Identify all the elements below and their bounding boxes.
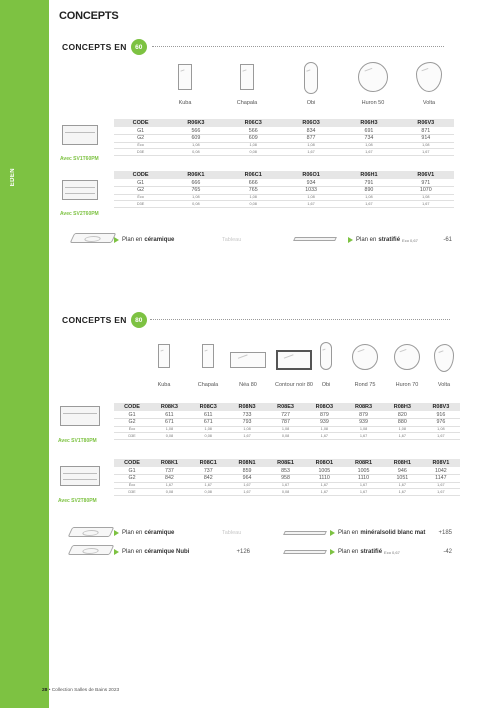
column-header: R08K3 <box>150 403 189 411</box>
table-row <box>114 419 460 427</box>
mirror-chapala <box>236 64 258 106</box>
cabinet-illustration <box>62 180 98 200</box>
cell: Éco <box>114 482 150 489</box>
cell: 1,67 <box>422 489 460 496</box>
cell: 916 <box>422 411 460 419</box>
plan-prefix: Plan en <box>338 530 359 536</box>
plan-note: Tableau <box>222 530 242 536</box>
cell: 1,08 <box>344 426 383 433</box>
cell: 1,67 <box>305 482 345 489</box>
plan-prefix: Plan en <box>122 237 143 243</box>
cell: 793 <box>228 419 267 427</box>
cell: 1,67 <box>282 149 340 156</box>
section-heading-text: CONCEPTS EN <box>62 42 127 52</box>
cell: G2 <box>114 135 167 143</box>
column-header: R08C3 <box>189 403 228 411</box>
mirror-shape <box>158 344 170 368</box>
column-header: R08E1 <box>266 459 304 467</box>
cell: 666 <box>225 179 282 187</box>
table-header-row <box>114 403 460 411</box>
cell: 1,67 <box>344 482 383 489</box>
cell: 1,67 <box>422 482 460 489</box>
section-divider <box>152 46 444 47</box>
cell: 1,08 <box>340 142 397 149</box>
cell: 879 <box>344 411 383 419</box>
plan-price: -42 <box>443 549 452 555</box>
table-row <box>114 433 460 440</box>
mirror-name: Obi <box>321 382 331 388</box>
footer-separator: • <box>48 688 51 693</box>
cell: G2 <box>114 187 167 195</box>
cell: 765 <box>167 187 224 195</box>
cabinet-2-drawers <box>60 180 99 217</box>
cell: 842 <box>150 475 189 483</box>
cell: 853 <box>266 467 304 475</box>
cell: 1,08 <box>383 426 422 433</box>
cell: 0,08 <box>167 201 224 208</box>
laminate-top-illustration <box>293 237 337 241</box>
table-row <box>114 187 454 195</box>
mirror-shape <box>352 344 378 370</box>
cell: 1,67 <box>228 433 267 440</box>
cell: 0,08 <box>150 489 189 496</box>
sidebar-label: EDEN <box>10 168 16 187</box>
cell: 1,08 <box>340 194 397 201</box>
cell: 0,08 <box>189 489 228 496</box>
cell: 0,08 <box>225 149 282 156</box>
mirror-obi <box>304 62 318 106</box>
cell: 737 <box>150 467 189 475</box>
cell: G1 <box>114 127 167 135</box>
cabinet-label: Avec SV1T80PM <box>58 438 97 444</box>
mirror-name: Volta <box>437 382 451 388</box>
column-header: R08O1 <box>305 459 345 467</box>
table-row <box>114 201 454 208</box>
mirror-shape <box>178 64 192 90</box>
table-row <box>114 135 454 143</box>
mirror-nea-80 <box>230 352 266 388</box>
column-header: R06K3 <box>167 119 224 127</box>
cell: 1,08 <box>305 426 345 433</box>
cell: 609 <box>167 135 224 143</box>
mirror-shape <box>240 64 254 90</box>
cell: 1,08 <box>189 426 228 433</box>
cell: G1 <box>114 411 150 419</box>
cell: 671 <box>150 419 189 427</box>
cell: 946 <box>383 467 422 475</box>
plan-option-ceramique <box>114 237 274 243</box>
table-header-row <box>114 459 460 467</box>
cell: 1,67 <box>422 433 460 440</box>
cell: 1147 <box>422 475 460 483</box>
cell: 877 <box>282 135 340 143</box>
cell: 1,08 <box>266 426 304 433</box>
cell: 1,08 <box>167 142 224 149</box>
cell: 1,08 <box>167 194 224 201</box>
column-header: R08N3 <box>228 403 267 411</box>
column-header: R06C3 <box>225 119 282 127</box>
cell: 859 <box>228 467 267 475</box>
cell: 1,67 <box>340 149 397 156</box>
plan-prefix: Plan en <box>356 237 377 243</box>
column-header: R08C1 <box>189 459 228 467</box>
cell: 1,08 <box>225 142 282 149</box>
cell: G2 <box>114 475 150 483</box>
cell: 1033 <box>282 187 340 195</box>
mirror-name: Kuba <box>178 100 192 106</box>
cell: G2 <box>114 419 150 427</box>
table-row <box>114 411 460 419</box>
cabinet-1-drawer <box>58 406 100 444</box>
cell: 1,08 <box>398 194 454 201</box>
plan-price: +126 <box>236 549 250 555</box>
column-header: R06O1 <box>282 171 340 179</box>
table-row <box>114 467 460 475</box>
mirror-name: Chapala <box>197 382 219 388</box>
cell: 611 <box>150 411 189 419</box>
table-header-row <box>114 171 454 179</box>
cell: 791 <box>340 179 397 187</box>
cell: 1,67 <box>305 489 345 496</box>
cell: 1005 <box>344 467 383 475</box>
price-table-80-1 <box>114 403 460 440</box>
cell: 1051 <box>383 475 422 483</box>
mirror-name: Obi <box>306 100 316 106</box>
column-header: R06V3 <box>398 119 454 127</box>
cell: 1042 <box>422 467 460 475</box>
cell: 971 <box>398 179 454 187</box>
mirror-name: Contour noir 80 <box>275 382 313 388</box>
column-header: R06K1 <box>167 171 224 179</box>
cell: 964 <box>228 475 267 483</box>
mineralsolid-top-illustration <box>283 531 327 535</box>
cell: 765 <box>225 187 282 195</box>
mirror-shape <box>276 350 312 370</box>
cabinet-2-drawers <box>58 466 100 504</box>
mirror-name: Huron 50 <box>361 100 385 106</box>
mirror-huron-50 <box>358 62 388 106</box>
cell: 1,67 <box>266 482 304 489</box>
column-header: R08N1 <box>228 459 267 467</box>
cell: 0,08 <box>266 489 304 496</box>
cabinet-label: Avec SV2T80PM <box>58 498 97 504</box>
column-header: CODE <box>114 459 150 467</box>
plan-material: céramique <box>144 530 175 536</box>
plan-price: -61 <box>443 237 452 243</box>
cell: D3E <box>114 433 150 440</box>
cell: 934 <box>282 179 340 187</box>
cell: 1,67 <box>398 149 454 156</box>
section-heading-text: CONCEPTS EN <box>62 315 127 325</box>
mirror-name: Kuba <box>157 382 171 388</box>
cell: 1,67 <box>383 482 422 489</box>
ceramic-basin-illustration <box>70 233 117 243</box>
plan-prefix: Plan en <box>122 530 143 536</box>
cabinet-1-drawer <box>60 125 99 162</box>
cabinet-illustration <box>60 406 100 426</box>
cell: 737 <box>189 467 228 475</box>
cell: 0,08 <box>150 433 189 440</box>
cell: 566 <box>167 127 224 135</box>
triangle-bullet-icon <box>114 530 119 536</box>
column-header: R08E3 <box>266 403 304 411</box>
cell: G1 <box>114 467 150 475</box>
mirror-shape <box>202 344 214 368</box>
mirror-obi <box>320 342 332 388</box>
mirror-chapala <box>197 344 219 388</box>
cell: Éco <box>114 194 167 201</box>
column-header: CODE <box>114 403 150 411</box>
cell: Éco <box>114 142 167 149</box>
cell: 1,08 <box>422 426 460 433</box>
plan-material: minéralsolid blanc mat <box>360 530 426 536</box>
mirror-rond-75 <box>352 344 378 388</box>
section-heading-60 <box>62 38 147 56</box>
cell: 871 <box>398 127 454 135</box>
plan-material: céramique <box>144 237 175 243</box>
plan-option-stratifie <box>348 237 452 243</box>
column-header: R06V1 <box>398 171 454 179</box>
cell: 787 <box>266 419 304 427</box>
cell: 976 <box>422 419 460 427</box>
column-header: R08V3 <box>422 403 460 411</box>
triangle-bullet-icon <box>330 530 335 536</box>
column-header: R08K1 <box>150 459 189 467</box>
size-badge: 80 <box>131 312 147 328</box>
laminate-top-illustration <box>283 550 327 554</box>
cabinet-illustration <box>60 466 100 486</box>
cell: 890 <box>340 187 397 195</box>
mirror-name: Chapala <box>236 100 258 106</box>
cell: 939 <box>344 419 383 427</box>
mirror-shape <box>394 344 420 370</box>
cell: 880 <box>383 419 422 427</box>
cell: 1,67 <box>340 201 397 208</box>
cell: 1070 <box>398 187 454 195</box>
cell: 1110 <box>344 475 383 483</box>
cell: 0,08 <box>266 433 304 440</box>
cell: 1,67 <box>228 489 267 496</box>
triangle-bullet-icon <box>114 549 119 555</box>
cell: 666 <box>167 179 224 187</box>
cell: 914 <box>398 135 454 143</box>
cell: 611 <box>189 411 228 419</box>
mirror-name: Huron 70 <box>395 382 419 388</box>
mirror-shape <box>320 342 332 370</box>
mirror-name: Rond 75 <box>354 382 376 388</box>
plan-eco: Eco 0,67 <box>402 237 418 243</box>
cell: 1,08 <box>398 142 454 149</box>
section-heading-80 <box>62 311 147 329</box>
cell: 1,08 <box>150 426 189 433</box>
column-header: CODE <box>114 119 167 127</box>
mirror-volta <box>416 62 442 106</box>
cell: 1,67 <box>282 201 340 208</box>
page-footer <box>42 688 119 693</box>
column-header: CODE <box>114 171 167 179</box>
footer-text: Collection Salles de Bains 2023 <box>51 688 120 693</box>
mirror-name: Volta <box>422 100 436 106</box>
table-header-row <box>114 119 454 127</box>
mirror-kuba <box>157 344 171 388</box>
cell: 691 <box>340 127 397 135</box>
cabinet-label: Avec SV1T60PM <box>60 156 99 162</box>
plan-option-stratifie <box>330 549 452 555</box>
cell: 1,67 <box>383 433 422 440</box>
price-table-80-2 <box>114 459 460 496</box>
cell: 1,67 <box>150 482 189 489</box>
plan-prefix: Plan en <box>122 549 143 555</box>
column-header: R08H3 <box>383 403 422 411</box>
cell: 1,08 <box>225 194 282 201</box>
price-table-60-1 <box>114 119 454 156</box>
column-header: R06C1 <box>225 171 282 179</box>
cell: 733 <box>228 411 267 419</box>
cell: 1,08 <box>282 194 340 201</box>
plan-option-ceramique <box>114 530 274 536</box>
cell: D3E <box>114 201 167 208</box>
column-header: R06H1 <box>340 171 397 179</box>
price-table-60-2 <box>114 171 454 208</box>
ceramic-basin-illustration <box>68 527 115 537</box>
mirror-name: Néa 80 <box>239 382 257 388</box>
column-header: R08R3 <box>344 403 383 411</box>
cell: 1,67 <box>228 482 267 489</box>
cell: 1,67 <box>189 482 228 489</box>
triangle-bullet-icon <box>114 237 119 243</box>
table-row <box>114 149 454 156</box>
cell: 671 <box>189 419 228 427</box>
cell: 958 <box>266 475 304 483</box>
plan-note: Tableau <box>222 237 242 243</box>
plan-material: céramique Nubi <box>144 549 190 555</box>
cell: 939 <box>305 419 345 427</box>
plan-eco: Eco 0,67 <box>384 549 400 555</box>
cell: D3E <box>114 149 167 156</box>
plan-material: stratifié <box>378 237 401 243</box>
cell: 834 <box>282 127 340 135</box>
cell: D3E <box>114 489 150 496</box>
cell: 1,67 <box>383 489 422 496</box>
cell: G1 <box>114 179 167 187</box>
cabinet-label: Avec SV2T60PM <box>60 211 99 217</box>
table-row <box>114 127 454 135</box>
mirror-shape <box>304 62 318 94</box>
plan-material: stratifié <box>360 549 383 555</box>
cell: 1,08 <box>228 426 267 433</box>
table-row <box>114 179 454 187</box>
cell: 609 <box>225 135 282 143</box>
cell: 1005 <box>305 467 345 475</box>
table-row <box>114 475 460 483</box>
cell: 0,08 <box>189 433 228 440</box>
mirror-volta <box>434 344 454 388</box>
page-number: 28 <box>42 688 48 693</box>
cell: 727 <box>266 411 304 419</box>
cell: 0,08 <box>225 201 282 208</box>
cell: 1,67 <box>305 433 345 440</box>
column-header: R08V1 <box>422 459 460 467</box>
mirror-huron-70 <box>394 344 420 388</box>
column-header: R08H1 <box>383 459 422 467</box>
cell: 820 <box>383 411 422 419</box>
column-header: R06H3 <box>340 119 397 127</box>
mirror-contour-noir-80 <box>275 350 313 388</box>
cabinet-illustration <box>62 125 98 145</box>
size-badge: 60 <box>131 39 147 55</box>
mirror-shape <box>416 62 442 92</box>
triangle-bullet-icon <box>330 549 335 555</box>
cell: 1,67 <box>344 433 383 440</box>
page-title: CONCEPTS <box>59 10 119 22</box>
triangle-bullet-icon <box>348 237 353 243</box>
mirror-shape <box>358 62 388 92</box>
cell: 879 <box>305 411 345 419</box>
sidebar <box>0 0 49 708</box>
plan-prefix: Plan en <box>338 549 359 555</box>
cell: Éco <box>114 426 150 433</box>
table-row <box>114 489 460 496</box>
cell: 842 <box>189 475 228 483</box>
cell: 0,08 <box>167 149 224 156</box>
mirror-shape <box>230 352 266 368</box>
cell: 1,67 <box>398 201 454 208</box>
cell: 734 <box>340 135 397 143</box>
cell: 1110 <box>305 475 345 483</box>
column-header: R08O3 <box>305 403 345 411</box>
mirror-kuba <box>178 64 192 106</box>
plan-price: +185 <box>438 530 452 536</box>
plan-option-mineralsolid <box>330 530 452 536</box>
column-header: R06O3 <box>282 119 340 127</box>
mirror-shape <box>434 344 454 372</box>
cell: 1,08 <box>282 142 340 149</box>
cell: 1,67 <box>344 489 383 496</box>
cell: 566 <box>225 127 282 135</box>
plan-option-ceramique-nubi <box>114 549 250 555</box>
column-header: R08R1 <box>344 459 383 467</box>
ceramic-nubi-basin-illustration <box>68 545 115 555</box>
section-divider <box>150 319 450 320</box>
